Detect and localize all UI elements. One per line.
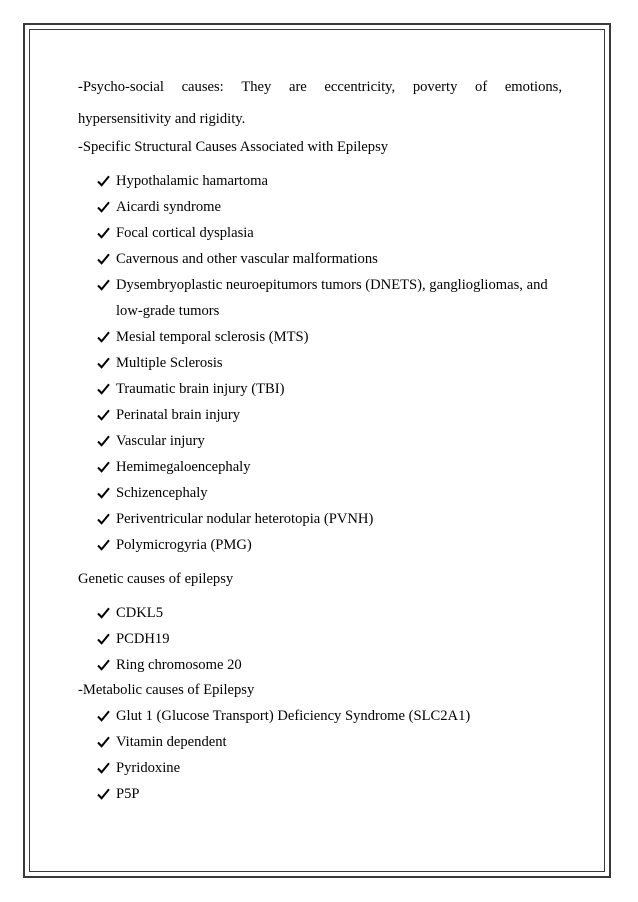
list-item-text: Perinatal brain injury: [116, 407, 241, 423]
list-item-text: Traumatic brain injury (TBI): [116, 381, 285, 397]
list-item: [97, 781, 567, 807]
list-item: [97, 652, 567, 678]
list-item: [97, 376, 567, 402]
checkmark-icon: [97, 428, 111, 454]
checkmark-icon: [97, 168, 111, 194]
list-item: [97, 626, 567, 652]
checkmark-icon: [97, 272, 111, 298]
metabolic-causes-heading: -Metabolic causes of Epilepsy: [78, 682, 255, 698]
word: poverty: [412, 79, 458, 95]
list-item-text: Pyridoxine: [116, 760, 181, 776]
genetic-causes-heading: Genetic causes of epilepsy: [78, 571, 234, 587]
list-item-text: Hypothalamic hamartoma: [116, 173, 268, 189]
word: of: [475, 79, 488, 95]
list-item-text: Schizencephaly: [116, 485, 208, 501]
list-item: [97, 168, 567, 194]
psycho-social-line-2: hypersensitivity and rigidity.: [78, 111, 246, 127]
psycho-social-paragraph: [78, 74, 562, 132]
checkmark-icon: [97, 194, 111, 220]
checkmark-icon: [97, 600, 111, 626]
checkmark-icon: [97, 402, 111, 428]
checkmark-icon: [97, 781, 111, 807]
checkmark-icon: [97, 703, 111, 729]
psycho-social-line-1: [78, 74, 562, 100]
list-item-text: Ring chromosome 20: [116, 657, 242, 673]
checkmark-icon: [97, 755, 111, 781]
word: emotions,: [504, 79, 562, 95]
checkmark-icon: [97, 506, 111, 532]
list-item: [97, 246, 567, 272]
checkmark-icon: [97, 220, 111, 246]
list-item: [97, 324, 567, 350]
word: -Psycho-social: [78, 79, 164, 95]
list-item-text: Vascular injury: [116, 433, 205, 449]
list-item-text: Cavernous and other vascular malformations: [116, 251, 378, 267]
list-item: [97, 402, 567, 428]
checkmark-icon: [97, 324, 111, 350]
list-item: [97, 480, 567, 506]
list-item: [97, 532, 567, 558]
list-item: [97, 428, 567, 454]
checkmark-icon: [97, 454, 111, 480]
checkmark-icon: [97, 652, 111, 678]
list-item: [97, 600, 567, 626]
checkmark-icon: [97, 350, 111, 376]
checkmark-icon: [97, 376, 111, 402]
checkmark-icon: [97, 246, 111, 272]
list-item: [97, 703, 567, 729]
word: causes:: [181, 79, 224, 95]
list-item: [97, 350, 567, 376]
list-item-text: Vitamin dependent: [116, 734, 227, 750]
list-item-text: Mesial temporal sclerosis (MTS): [116, 329, 309, 345]
word: eccentricity,: [324, 79, 396, 95]
list-item: [97, 506, 567, 532]
list-item-text: Hemimegaloencephaly: [116, 459, 251, 475]
checkmark-icon: [97, 626, 111, 652]
list-item: [97, 755, 567, 781]
list-item-text: P5P: [116, 786, 140, 802]
list-item-text: PCDH19: [116, 631, 170, 647]
word: They: [241, 79, 272, 95]
list-item-text: Glut 1 (Glucose Transport) Deficiency Syndrome (SLC2A1): [116, 708, 471, 724]
list-item-text: Polymicrogyria (PMG): [116, 537, 252, 553]
checkmark-icon: [97, 532, 111, 558]
structural-causes-heading: -Specific Structural Causes Associated with Epilepsy: [78, 139, 389, 155]
list-item-text: Periventricular nodular heterotopia (PVNH): [116, 511, 374, 527]
list-item-text: Aicardi syndrome: [116, 199, 221, 215]
list-item: [97, 454, 567, 480]
checkmark-icon: [97, 729, 111, 755]
list-item-text: Dysembryoplastic neuroepitumors tumors (DNETS), gangliogliomas, and low-grade tumors: [116, 277, 548, 319]
list-item-text: Focal cortical dysplasia: [116, 225, 254, 241]
word: are: [288, 79, 307, 95]
checkmark-icon: [97, 480, 111, 506]
list-item: [97, 220, 567, 246]
list-item: [97, 194, 567, 220]
list-item-text: Multiple Sclerosis: [116, 355, 223, 371]
list-item: [97, 272, 567, 324]
list-item-text: CDKL5: [116, 605, 164, 621]
list-item: [97, 729, 567, 755]
